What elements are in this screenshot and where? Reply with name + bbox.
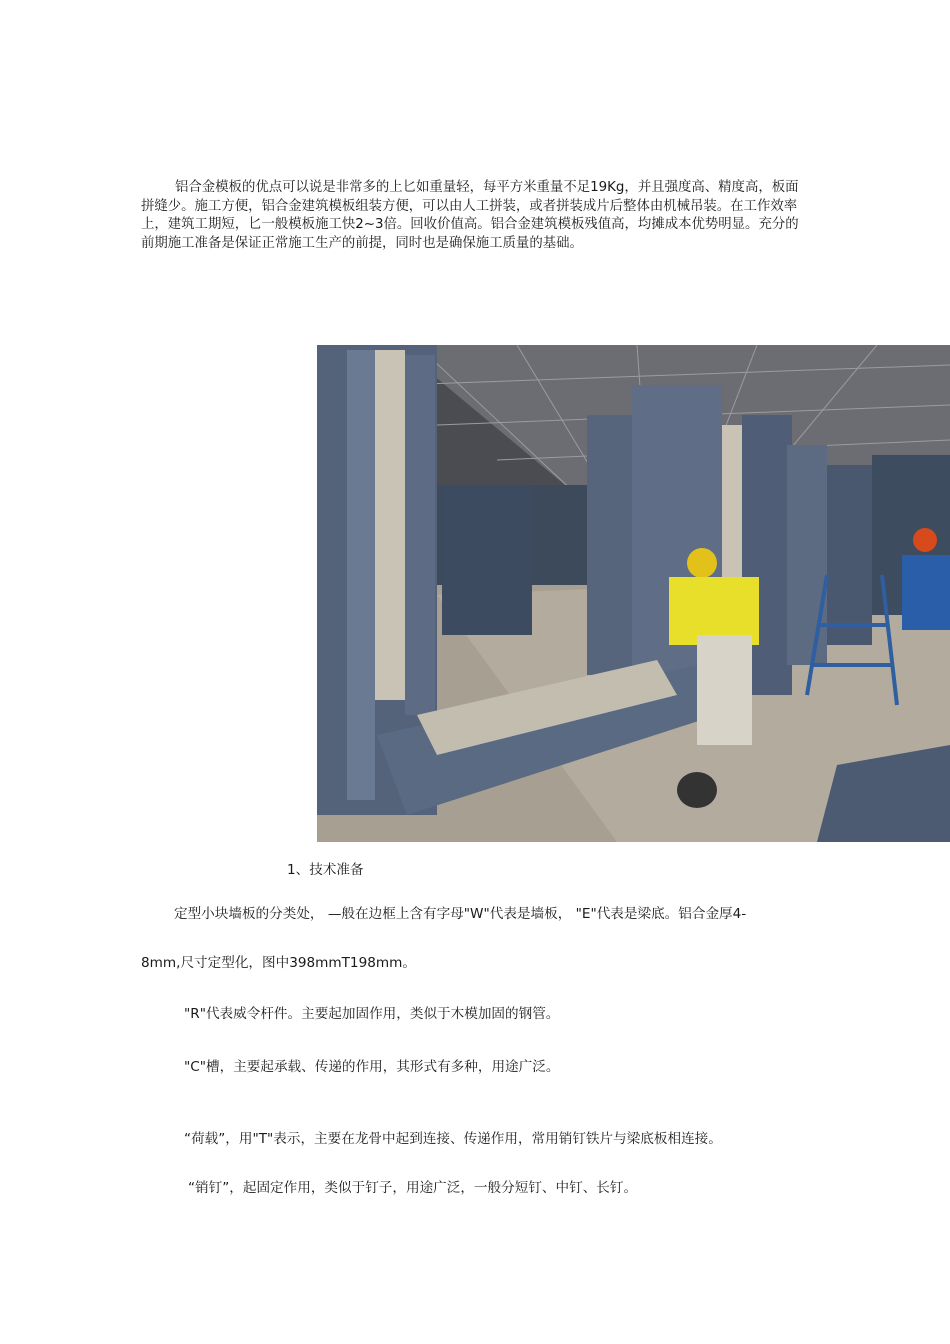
body-line-2: 8mm,尺寸定型化，图中398mmT198mm。 — [141, 955, 416, 971]
body-line-6: “销钉”，起固定作用，类似于钉子，用途广泛，一般分短钉、中钉、长钉。 — [188, 1180, 638, 1196]
body-line-1: 定型小块墙板的分类处， —般在边框上含有字母"W"代表是墙板， "E"代表是梁底。铝合金厚4- — [174, 906, 747, 922]
body-line-3: "R"代表威令杆件。主要起加固作用，类似于木模加固的钢管。 — [184, 1006, 560, 1022]
section-heading: 1、技术准备 — [287, 862, 364, 878]
body-line-5: “荷载”，用"T"表示，主要在龙骨中起到连接、传递作用，常用销钉铁片与梁底板相连接。 — [184, 1131, 722, 1147]
construction-photo — [317, 345, 950, 842]
intro-paragraph: 铝合金模板的优点可以说是非常多的上匕如重量轻，每平方米重量不足19Kg，并且强度高、精度高，板面拼缝少。施工方便，铝合金建筑模板组装方便，可以由人工拼装，或者拼装成片后整体由机械吊装。在工作效率上，建筑工期短，匕一般模板施工快2~3倍。回收价值高。铝合金建筑模板残值高，均摊成本优势明显。充分的前期施工准备是保证正常施工生产的前提，同时也是确保施工质量的基础。 — [141, 180, 799, 251]
body-line-4: "C"槽，主要起承载、传递的作用，其形式有多种，用途广泛。 — [184, 1059, 560, 1075]
